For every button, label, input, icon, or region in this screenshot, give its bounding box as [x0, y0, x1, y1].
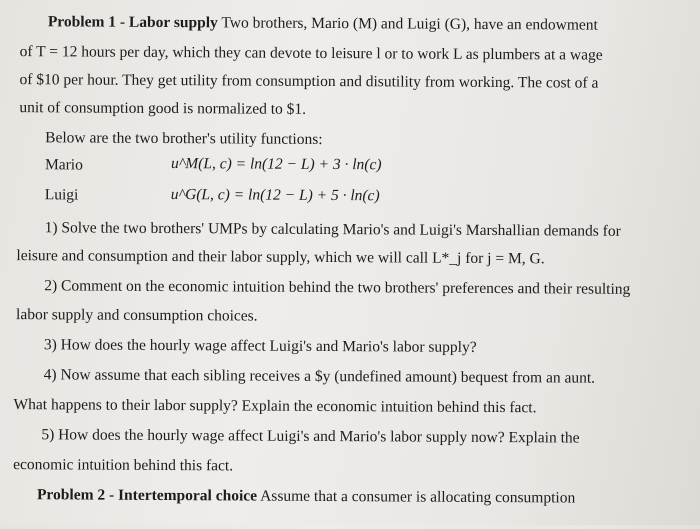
question2-line2: labor supply and consumption choices.: [16, 306, 258, 325]
problem1-heading: Problem 1 - Labor supply: [47, 13, 218, 32]
problem1-first-line: [48, 12, 598, 35]
problem1-intro-line4: unit of consumption good is normalized to $1.: [19, 99, 307, 118]
utilities-intro: Below are the two brother's utility functions:: [45, 129, 323, 148]
question1-line1: 1) Solve the two brothers' UMPs by calculating Mario's and Luigi's Marshallian demands for: [44, 219, 621, 240]
problem1-intro-line1: Two brothers, Mario (M) and Luigi (G), have an endowment: [221, 14, 598, 34]
question2-line1: 2) Comment on the economic intuition behind the two brothers' preferences and their resulting: [44, 277, 631, 298]
question4-line1: 4) Now assume that each sibling receives a $y (undefined amount) bequest from an aunt.: [43, 366, 596, 387]
problem1-intro-line2: of T = 12 hours per day, which they can devote to leisure l or to work L as plumbers at a wage: [19, 43, 603, 64]
luigi-utility-equation: u^G(L, c) = ln(12 − L) + 5 · ln(c): [170, 186, 380, 205]
question4-line2: What happens to their labor supply? Explain the economic intuition behind this fact.: [13, 396, 537, 417]
luigi-label: Luigi: [44, 186, 79, 204]
problem2-heading: Problem 2 - Intertemporal choice: [36, 486, 258, 505]
mario-utility-equation: u^M(L, c) = ln(12 − L) + 3 · ln(c): [170, 155, 382, 174]
question5-line1: 5) How does the hourly wage affect Luigi's and Mario's labor supply now? Explain the: [41, 426, 580, 447]
question5-line2: economic intuition behind this fact.: [13, 456, 234, 475]
problem2-first-line: [37, 485, 575, 508]
question3: 3) How does the hourly wage affect Luigi's and Mario's labor supply?: [43, 336, 477, 356]
question1-line2: leisure and consumption and their labor supply, which we will call L*_j for j = M, G.: [16, 247, 545, 268]
problem1-intro-line3: of $10 per hour. They get utility from consumption and disutility from working. The cost of a: [19, 71, 599, 92]
problem2-intro-line1: Assume that a consumer is allocating consumption: [260, 487, 576, 507]
mario-label: Mario: [44, 156, 83, 174]
